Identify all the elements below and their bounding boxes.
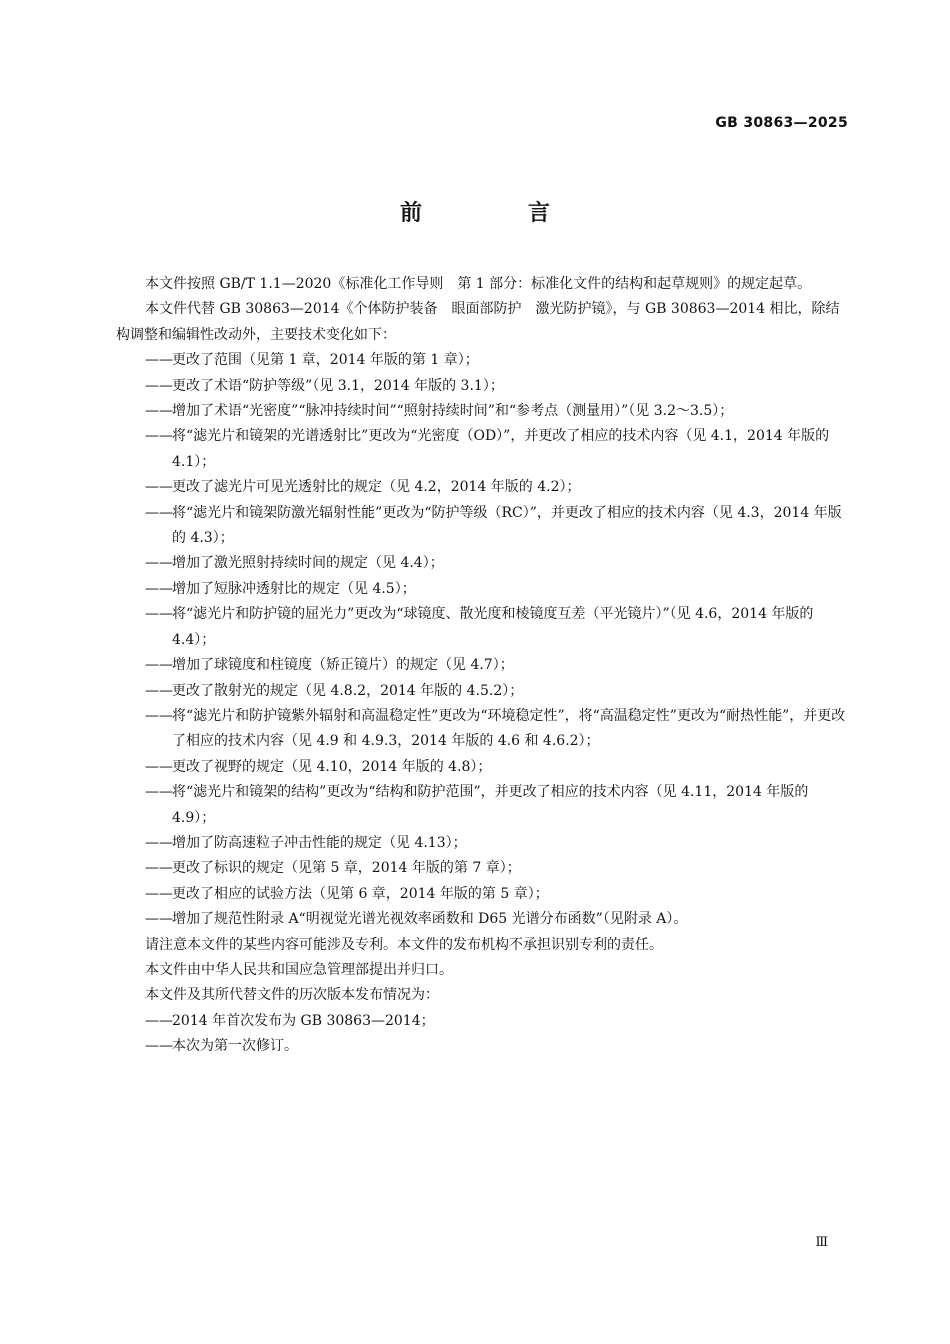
change-item-text: 将“滤光片和防护镜紫外辐射和高温稳定性”更改为“环境稳定性”，将“高温稳定性”更改为“耐热性能”，并更改了相应的技术内容（见 4.9 和 4.9.3，2014 年版的 4.6 和 4.6.2）； bbox=[172, 707, 846, 750]
change-item bbox=[116, 856, 851, 881]
document-number: GB 30863—2025 bbox=[715, 115, 848, 131]
list-dash: —— bbox=[145, 682, 173, 699]
list-dash: —— bbox=[145, 834, 173, 851]
list-dash: —— bbox=[145, 479, 173, 496]
list-dash: —— bbox=[145, 885, 173, 902]
change-item-text: 更改了滤光片可见光透射比的规定（见 4.2，2014 年版的 4.2）； bbox=[172, 479, 581, 496]
change-item-text: 将“滤光片和镜架的光谱透射比”更改为“光密度（OD）”，并更改了相应的技术内容（见 4.1，2014 年版的 4.1）； bbox=[172, 428, 830, 470]
change-item bbox=[116, 907, 851, 932]
change-item bbox=[116, 424, 851, 475]
change-item bbox=[116, 780, 851, 831]
list-dash: —— bbox=[145, 377, 173, 394]
change-item-text: 更改了标识的规定（见第 5 章，2014 年版的第 7 章）； bbox=[172, 860, 521, 877]
change-item-text: 将“滤光片和镜架防激光辐射性能”更改为“防护等级（RC）”，并更改了相应的技术内容（见 4.3，2014 年版的 4.3）； bbox=[172, 504, 842, 547]
change-item bbox=[116, 602, 851, 653]
change-item-text: 增加了激光照射持续时间的规定（见 4.4）； bbox=[172, 555, 444, 572]
change-item bbox=[116, 679, 851, 704]
change-item-text: 将“滤光片和镜架的结构”更改为“结构和防护范围”，并更改了相应的技术内容（见 4.11，2014 年版的 4.9）； bbox=[172, 784, 809, 826]
list-dash: —— bbox=[145, 403, 173, 420]
list-dash: —— bbox=[145, 606, 173, 623]
change-item-text: 增加了短脉冲透射比的规定（见 4.5）； bbox=[172, 580, 416, 597]
history-list bbox=[116, 1009, 851, 1060]
closing-paragraph: 本文件由中华人民共和国应急管理部提出并归口。 bbox=[145, 961, 453, 978]
change-item-text: 更改了散射光的规定（见 4.8.2，2014 年版的 4.5.2）； bbox=[172, 682, 524, 699]
foreword-body bbox=[116, 272, 851, 1060]
change-item bbox=[116, 755, 851, 780]
change-item bbox=[116, 348, 851, 373]
closing-paragraph: 本文件及其所代替文件的历次版本发布情况为： bbox=[145, 987, 439, 1004]
change-item bbox=[116, 831, 851, 856]
change-item bbox=[116, 704, 851, 755]
history-item bbox=[116, 1009, 851, 1034]
change-item bbox=[116, 501, 851, 552]
list-dash: —— bbox=[145, 1012, 173, 1029]
page-number: Ⅲ bbox=[815, 1235, 828, 1250]
list-dash: —— bbox=[145, 555, 173, 572]
change-item bbox=[116, 475, 851, 500]
list-dash: —— bbox=[145, 352, 173, 369]
list-dash: —— bbox=[145, 758, 173, 775]
change-item bbox=[116, 882, 851, 907]
change-item-text: 更改了视野的规定（见 4.10，2014 年版的 4.8）； bbox=[172, 758, 492, 775]
change-item bbox=[116, 399, 851, 424]
change-item bbox=[116, 374, 851, 399]
change-item-text: 更改了相应的试验方法（见第 6 章，2014 年版的第 5 章）； bbox=[172, 885, 549, 902]
list-dash: —— bbox=[145, 504, 173, 521]
change-item-text: 增加了规范性附录 A“明视觉光谱光视效率函数和 D65 光谱分布函数”（见附录 A）。 bbox=[172, 911, 688, 928]
change-item-text: 更改了术语“防护等级”（见 3.1，2014 年版的 3.1）； bbox=[172, 377, 504, 394]
change-item-text: 增加了术语“光密度”“脉冲持续时间”“照射持续时间”和“参考点（测量用）”（见 3.2～3.5）； bbox=[172, 403, 734, 420]
change-item-text: 将“滤光片和防护镜的屈光力”更改为“球镜度、散光度和棱镜度互差（平光镜片）”（见 4.6，2014 年版的 4.4）； bbox=[172, 606, 814, 648]
closing-paragraph: 请注意本文件的某些内容可能涉及专利。本文件的发布机构不承担识别专利的责任。 bbox=[145, 936, 663, 953]
intro-paragraph: 本文件代替 GB 30863—2014《个体防护装备 眼面部防护 激光防护镜》，与 GB 30863—2014 相比，除结构调整和编辑性改动外，主要技术变化如下： bbox=[116, 301, 840, 343]
list-dash: —— bbox=[145, 707, 173, 724]
change-item bbox=[116, 653, 851, 678]
change-item bbox=[116, 577, 851, 602]
list-dash: —— bbox=[145, 657, 173, 674]
change-item-text: 更改了范围（见第 1 章，2014 年版的第 1 章）； bbox=[172, 352, 479, 369]
changes-list bbox=[116, 348, 851, 932]
list-dash: —— bbox=[145, 580, 173, 597]
list-dash: —— bbox=[145, 784, 173, 801]
history-item-text: 本次为第一次修订。 bbox=[172, 1038, 298, 1055]
history-item bbox=[116, 1034, 851, 1059]
page-title: 前 言 bbox=[399, 201, 592, 226]
list-dash: —— bbox=[145, 911, 173, 928]
change-item-text: 增加了球镜度和柱镜度（矫正镜片）的规定（见 4.7）； bbox=[172, 657, 514, 674]
change-item-text: 增加了防高速粒子冲击性能的规定（见 4.13）； bbox=[172, 834, 467, 851]
list-dash: —— bbox=[145, 860, 173, 877]
list-dash: —— bbox=[145, 428, 173, 445]
intro-paragraph: 本文件按照 GB/T 1.1—2020《标准化工作导则 第 1 部分：标准化文件的结构和起草规则》的规定起草。 bbox=[145, 276, 812, 292]
change-item bbox=[116, 551, 851, 576]
history-item-text: 2014 年首次发布为 GB 30863—2014； bbox=[172, 1012, 435, 1029]
list-dash: —— bbox=[145, 1038, 173, 1055]
